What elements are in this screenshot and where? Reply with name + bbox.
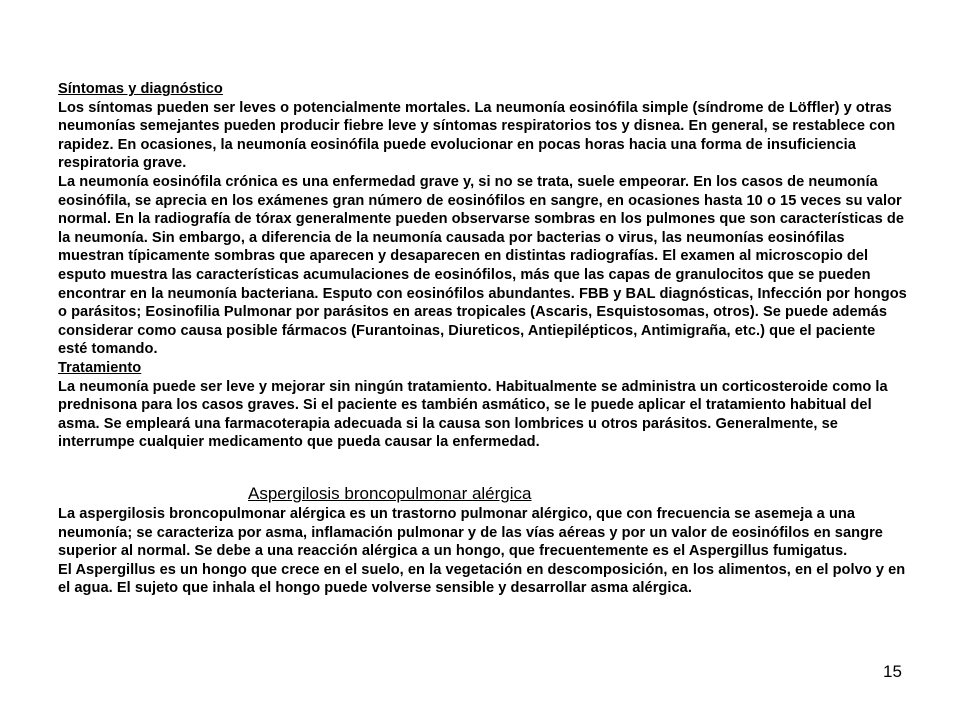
treatment-paragraph: La neumonía puede ser leve y mejorar sin ningún tratamiento. Habitualmente se administra un corticosteroide como la prednisona para los casos graves. Si el paciente es también asmático, se le puede aplicar el tratamiento habitual del asma. Se empleará una farmacoterapia adecuada si la causa son lombrices u otros parásitos. Generalmente, se interrumpe cualquier medicamento que pueda causar la enfermedad. [58, 378, 888, 451]
symptoms-heading: Síntomas y diagnóstico [58, 81, 223, 97]
aspergillosis-text-block [58, 505, 908, 598]
body-text-block [58, 80, 908, 452]
symptoms-paragraph-2: La neumonía eosinófila crónica es una enfermedad grave y, si no se trata, suele empeorar. En los casos de neumonía eosinófila, se aprecia en los exámenes gran número de eosinófilos en sangre, en ocasiones hasta 10 o 15 veces su valor normal. En la radiografía de tórax generalmente pueden observarse sombras en los pulmones que son características de la neumonía. Sin embargo, a diferencia de la neumonía causada por bacterias o virus, las neumonías eosinófilas muestran típicamente sombras que aparecen y desaparecen en distintas radiografías. El examen al microscopio del esputo muestra las características acumulaciones de eosinófilos, más que las capas de granulocitos que se pueden encontrar en la neumonía bacteriana. Esputo con eosinófilos abundantes. FBB y BAL diagnósticas, Infección por hongos o parásitos; Eosinofilia Pulmonar por parásitos en areas tropicales (Ascaris, Esquistosomas, otros). Se puede además considerar como causa posible fármacos (Furantoinas, Diureticos, Antiepilépticos, Antimigraña, etc.) que el paciente esté tomando. [58, 173, 907, 358]
page-number: 15 [883, 662, 902, 681]
treatment-heading: Tratamiento [58, 359, 142, 376]
aspergillosis-paragraph-1: La aspergilosis broncopulmonar alérgica es un trastorno pulmonar alérgico, que con frecuencia se asemeja a una neumonía; se caracteriza por asma, inflamación pulmonar y de las vías aéreas y por un valor de eosinófilos en sangre superior al normal. Se debe a una reacción alérgica a un hongo, que frecuentemente es el Aspergillus fumigatus. [58, 506, 883, 560]
symptoms-paragraph-1: Los síntomas pueden ser leves o potencialmente mortales. La neumonía eosinófila simple (síndrome de Löffler) y otras neumonías semejantes pueden producir fiebre leve y síntomas respiratorios tos y disnea. En general, se restablece con rapidez. En ocasiones, la neumonía eosinófila puede evolucionar en pocas horas hacia una forma de insuficiencia respiratoria grave. [58, 99, 896, 172]
aspergillosis-paragraph-2: El Aspergillus es un hongo que crece en el suelo, en la vegetación en descomposición, en los alimentos, en el polvo y en el agua. El sujeto que inhala el hongo puede volverse sensible y desarrollar asma alérgica. [58, 561, 906, 597]
aspergillosis-heading: Aspergilosis broncopulmonar alérgica [248, 484, 532, 503]
